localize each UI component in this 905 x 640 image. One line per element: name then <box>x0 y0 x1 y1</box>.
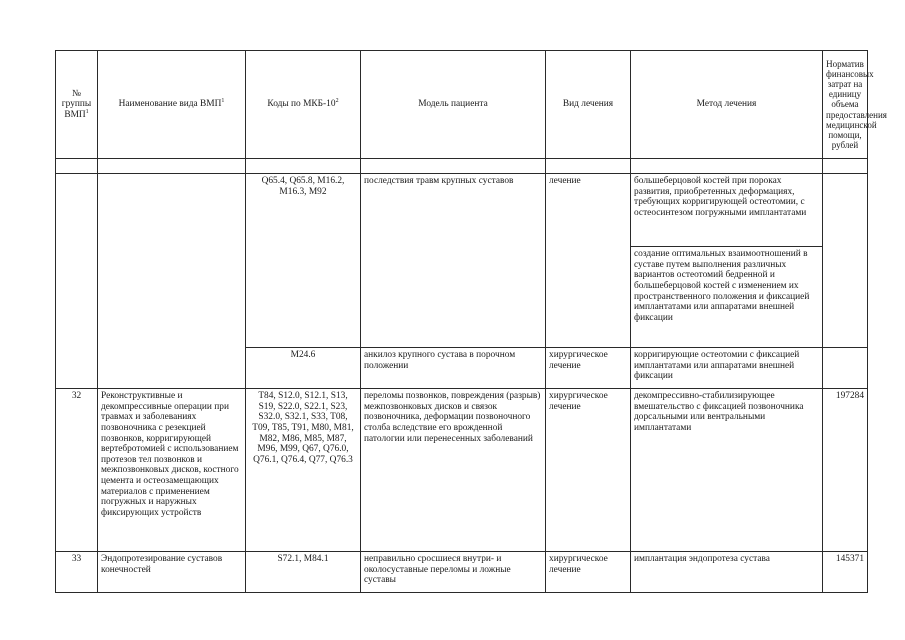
group-number-cell: 33 <box>56 552 98 593</box>
treatment-type-cell: хирургическое лечение <box>546 348 631 389</box>
icd-codes-cell: M24.6 <box>246 348 361 389</box>
treatment-type-cell: хирургическое лечение <box>546 552 631 593</box>
vmp-name-cell: Эндопротезирование суставов конечностей <box>98 552 246 593</box>
cost-norm-cell: 145371 <box>823 552 868 593</box>
header-vmp-name: Наименование вида ВМП$^1$ <box>98 51 246 159</box>
treatment-method-cell: декомпрессивно-стабилизирующее вмешательство с фиксацией позвоночника дорсальными или вентральными имплантатами <box>631 389 823 552</box>
header-cost-norm: Норматив финансовых затрат на единицу объема предоставления медицинской помощи, рублей <box>823 51 868 159</box>
group-number-cell: 32 <box>56 389 98 552</box>
treatment-method-cell: большеберцовой костей при пороках развития, приобретенных деформациях, требующих корригирующей остеотомии, с остеосинтезом погружными имплантатами <box>631 174 823 247</box>
icd-codes-cell: T84, S12.0, S12.1, S13, S19, S22.0, S22.1, S23, S32.0, S32.1, S33, T08, T09, T85, T91, M80, M81, M82, M86, M85, M87, M96, M99, Q67, Q76.0, Q76.1, Q76.4, Q77, Q76.3 <box>246 389 361 552</box>
treatment-method-cell: корригирующие остеотомии с фиксацией имплантатами или аппаратами внешней фиксации <box>631 348 823 389</box>
table-row <box>56 389 868 552</box>
spacer-row <box>56 159 868 174</box>
table-row <box>56 174 868 247</box>
patient-model-cell: переломы позвонков, повреждения (разрыв) межпозвонковых дисков и связок позвоночника, деформации позвоночного столба вследствие его врожденной патологии или перенесенных заболеваний <box>361 389 546 552</box>
header-treatment-method: Метод лечения <box>631 51 823 159</box>
cost-norm-cell: 197284 <box>823 389 868 552</box>
patient-model-cell: последствия травм крупных суставов <box>361 174 546 348</box>
table-row <box>56 552 868 593</box>
header-row <box>56 51 868 159</box>
treatment-type-cell: лечение <box>546 174 631 348</box>
header-icd-codes: Коды по МКБ-$10^2$ <box>246 51 361 159</box>
treatment-type-cell: хирургическое лечение <box>546 389 631 552</box>
vmp-table <box>55 50 887 593</box>
header-treatment-type: Вид лечения <box>546 51 631 159</box>
icd-codes-cell: S72.1, M84.1 <box>246 552 361 593</box>
patient-model-cell: неправильно сросшиеся внутри- и околосуставные переломы и ложные суставы <box>361 552 546 593</box>
vmp-name-cell: Реконструктивные и декомпрессивные операции при травмах и заболеваниях позвоночника с резекцией позвонков, корригирующей вертебротомией с использованием протезов тел позвонков и межпозвонковых дисков, костного цемента и остеозамещающих материалов с применением погружных и наружных фиксирующих устройств <box>98 389 246 552</box>
patient-model-cell: анкилоз крупного сустава в порочном положении <box>361 348 546 389</box>
header-patient-model: Модель пациента <box>361 51 546 159</box>
header-group-number: № группы ВМП$^1$ <box>56 51 98 159</box>
icd-codes-cell: Q65.4, Q65.8, M16.2, M16.3, M92 <box>246 174 361 348</box>
treatment-method-cell: имплантация эндопротеза сустава <box>631 552 823 593</box>
treatment-method-cell: создание оптимальных взаимоотношений в суставе путем выполнения различных вариантов остеотомий бедренной и большеберцовой костей с изменением их пространственного положения и фиксацией имплантатами или аппаратами внешней фиксации <box>631 247 823 348</box>
